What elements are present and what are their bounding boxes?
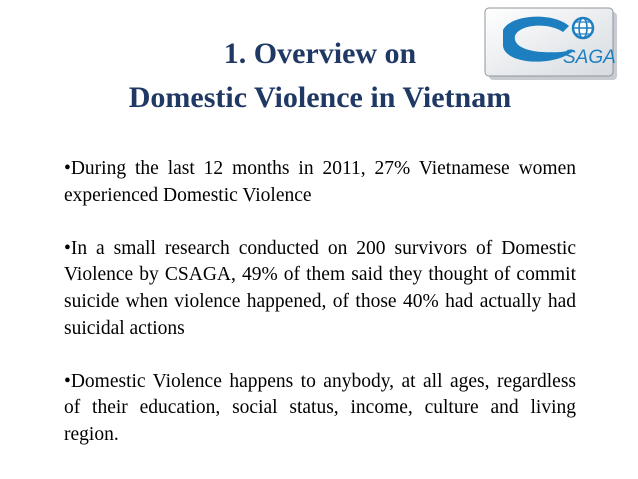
slide-body [64,156,576,449]
title-line-2: Domestic Violence in Vietnam [128,81,512,114]
bullet-2: •In a small research conducted on 200 survivors of Domestic Violence by CSAGA, 49% of them said they thought of commit suicide when violence happened, of those 40% had actually had suicidal actions [64,237,576,339]
csaga-logo [483,6,623,84]
csaga-logo-graphic [483,6,623,84]
bullet-1: •During the last 12 months in 2011, 27% Vietnamese women experienced Domestic Violence [64,158,576,206]
globe-icon [573,18,593,38]
bullet-3: •Domestic Violence happens to anybody, at all ages, regardless of their education, social status, income, culture and living region. [64,370,576,445]
logo-text: SAGA [563,47,616,68]
title-line-1: 1. Overview on [223,37,417,70]
